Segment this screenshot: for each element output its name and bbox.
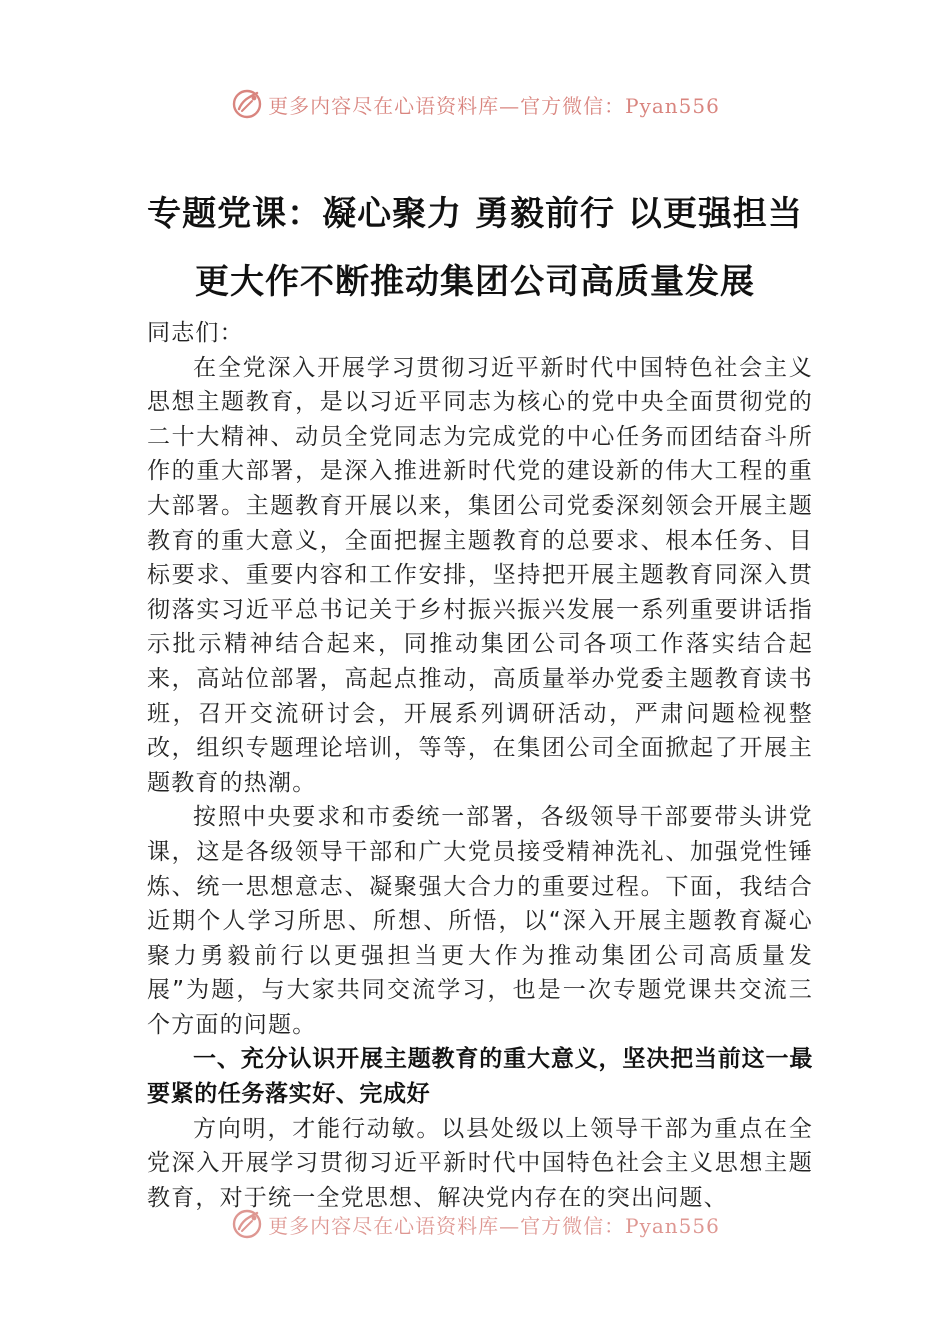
document-title-line-2: 更大作不断推动集团公司高质量发展: [195, 262, 755, 302]
paragraph-2: 按照中央要求和市委统一部署，各级领导干部要带头讲党课，这是各级领导干部和广大党员接受精神洗礼、加强党性锤炼、统一思想意志、凝聚强大合力的重要过程。下面，我结合近期个人学习所思、所想、所悟，以“深入开展主题教育凝心聚力勇毅前行以更强担当更大作为推动集团公司高质量发展”为题，与大家共同交流学习，也是一次专题党课共交流三个方面的问题。: [147, 804, 813, 1038]
watermark-text: 更多内容尽在心语资料库—官方微信：Pyan556: [268, 1213, 720, 1238]
watermark-text: 更多内容尽在心语资料库—官方微信：Pyan556: [268, 93, 720, 118]
paragraph-3: 方向明，才能行动敏。以县处级以上领导干部为重点在全党深入开展学习贯彻习近平新时代中国特色社会主义思想主题教育，对于统一全党思想、解决党内存在的突出问题、: [147, 1115, 813, 1211]
logo-icon: [230, 87, 264, 121]
salutation: 同志们：: [147, 320, 244, 346]
paragraph-1: 在全党深入开展学习贯彻习近平新时代中国特色社会主义思想主题教育，是以习近平同志为核心的党中央全面贯彻党的二十大精神、动员全党同志为完成党的中心任务而团结奋斗所作的重大部署，是深入推进新时代党的建设新的伟大工程的重大部署。主题教育开展以来，集团公司党委深刻领会开展主题教育的重大意义，全面把握主题教育的总要求、根本任务、目标要求、重要内容和工作安排，坚持把开展主题教育同深入贯彻落实习近平总书记关于乡村振兴振兴发展一系列重要讲话指示批示精神结合起来，同推动集团公司各项工作落实结合起来，高站位部署，高起点推动，高质量举办党委主题教育读书班，召开交流研讨会，开展系列调研活动，严肃问题检视整改，组织专题理论培训，等等，在集团公司全面掀起了开展主题教育的热潮。: [147, 354, 813, 796]
watermark-footer: [0, 1204, 950, 1244]
section-heading-1: 一、充分认识开展主题教育的重大意义，坚决把当前这一最要紧的任务落实好、完成好: [147, 1046, 813, 1108]
logo-icon: [230, 1207, 264, 1241]
document-title-line-1: 专题党课：凝心聚力 勇毅前行 以更强担当: [147, 194, 803, 234]
watermark-header: [0, 84, 950, 124]
document-body: [147, 316, 813, 1215]
